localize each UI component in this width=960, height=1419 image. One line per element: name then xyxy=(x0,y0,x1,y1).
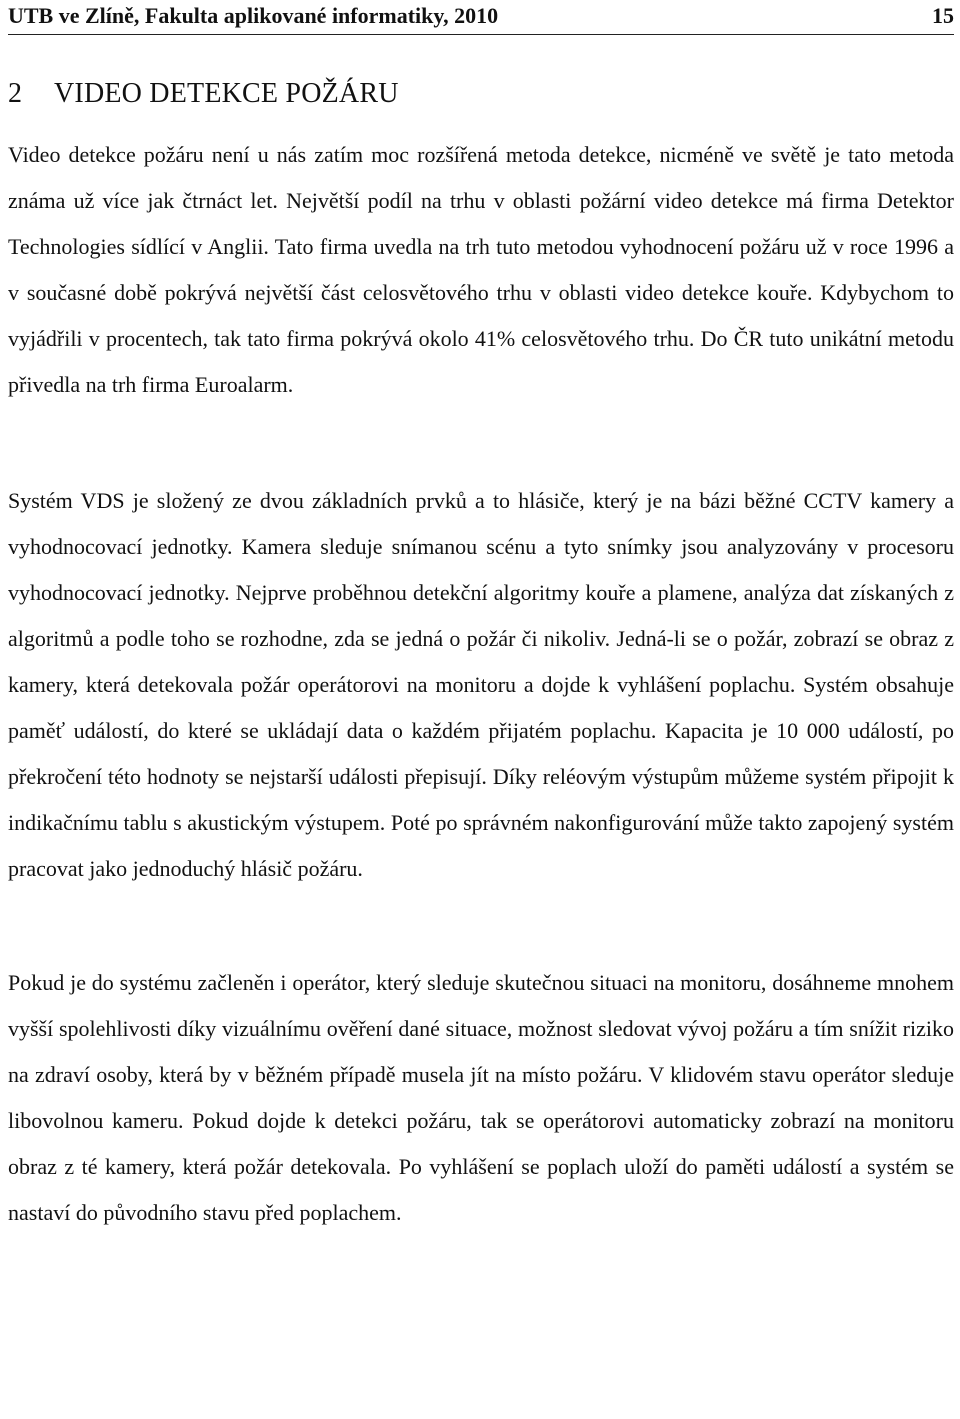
header-divider xyxy=(8,34,954,35)
section-title: VIDEO DETEKCE POŽÁRU xyxy=(54,78,399,109)
paragraph-3: Pokud je do systému začleněn i operátor, který sleduje skutečnou situaci na monitoru, dosáhneme mnohem vyšší spolehlivosti díky vizuálnímu ověření dané situace, možnost sledovat vývoj požáru a tím snížit riziko na zdraví osoby, která by v běžném případě musela jít na místo požáru. V klidovém stavu operátor sleduje libovolnou kameru. Pokud dojde k detekci požáru, tak se operátorovi automaticky zobrazí na monitoru obraz z té kamery, která požár detekovala. Po vyhlášení se poplach uloží do paměti událostí a systém se nastaví do původního stavu před poplachem. xyxy=(8,970,954,1225)
running-header xyxy=(8,0,954,34)
header-title: UTB ve Zlíně, Fakulta aplikované informatiky, 2010 xyxy=(8,3,499,28)
section-heading xyxy=(8,77,954,111)
page-number: 15 xyxy=(932,3,954,28)
document-page xyxy=(8,0,954,1236)
paragraph-1: Video detekce požáru není u nás zatím moc rozšířená metoda detekce, nicméně ve světě je tato metoda známa už více jak čtrnáct let. Největší podíl na trhu v oblasti požární video detekce má firma Detektor Technologies sídlící v Anglii. Tato firma uvedla na trh tuto metodou vyhodnocení požáru už v roce 1996 a v současné době pokrývá největší část celosvětového trhu v oblasti video detekce kouře. Kdybychom to vyjádřili v procentech, tak tato firma pokrývá okolo 41% celosvětového trhu. Do ČR tuto unikátní metodu přivedla na trh firma Euroalarm. xyxy=(8,142,954,397)
section-number: 2 xyxy=(8,78,23,109)
paragraph-2: Systém VDS je složený ze dvou základních prvků a to hlásiče, který je na bázi běžné CCTV kamery a vyhodnocovací jednotky. Kamera sleduje snímanou scénu a tyto snímky jsou analyzovány v procesoru vyhodnocovací jednotky. Nejprve proběhnou detekční algoritmy kouře a plamene, analýza dat získaných z algoritmů a podle toho se rozhodne, zda se jedná o požár či nikoliv. Jedná-li se o požár, zobrazí se obraz z kamery, která detekovala požár operátorovi na monitoru a dojde k vyhlášení poplachu. Systém obsahuje paměť událostí, do které se ukládají data o každém přijatém poplachu. Kapacita je 10 000 událostí, po překročení této hodnoty se nejstarší události přepisují. Díky reléovým výstupům můžeme systém připojit k indikačnímu tablu s akustickým výstupem. Poté po správném nakonfigurování může takto zapojený systém pracovat jako jednoduchý hlásič požáru. xyxy=(8,488,954,881)
